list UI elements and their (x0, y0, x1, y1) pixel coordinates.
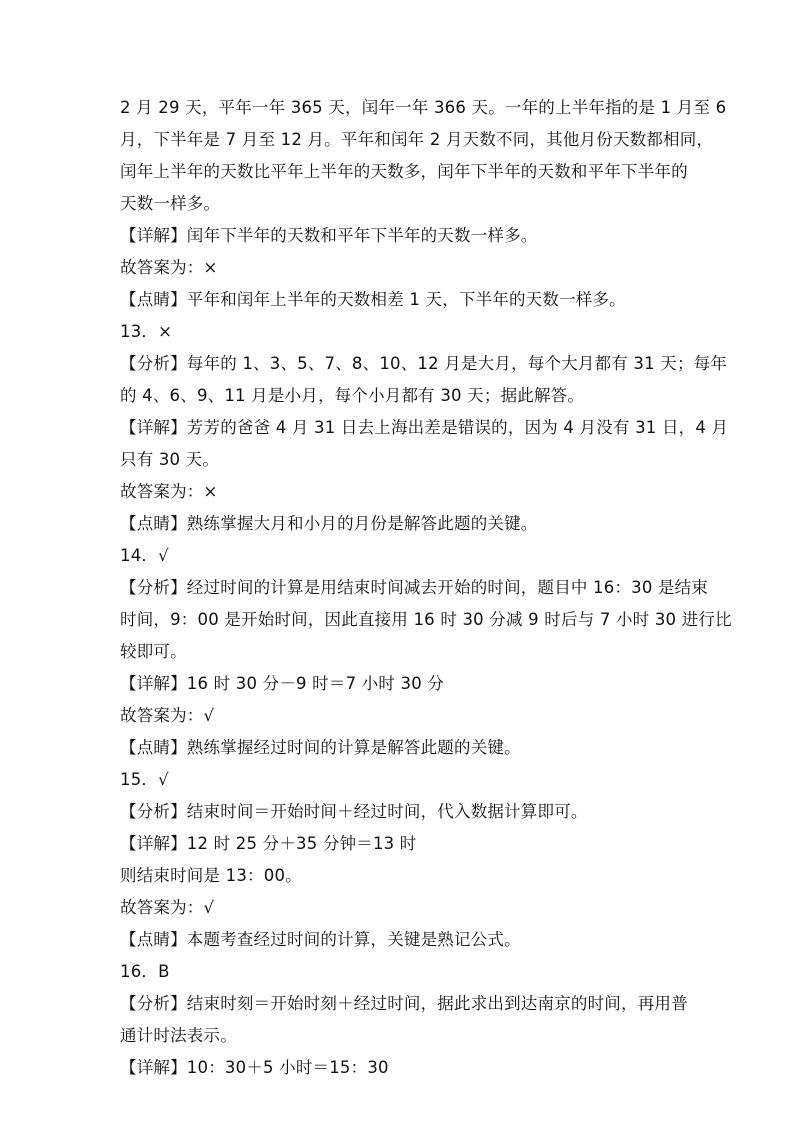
detail-line: 【详解】闰年下半年的天数和平年下半年的天数一样多。 (120, 226, 538, 245)
analysis-line: 【分析】结束时间＝开始时间＋经过时间，代入数据计算即可。 (120, 802, 588, 821)
text-line: 较即可。 (120, 642, 187, 661)
analysis-line: 【分析】经过时间的计算是用结束时间减去开始的时间，题目中 16：30 是结束 (120, 578, 709, 597)
text-line: 月，下半年是 7 月至 12 月。平年和闰年 2 月天数不同，其他月份天数都相同， (120, 130, 714, 149)
analysis-line: 【分析】每年的 1、3、5、7、8、10、12 月是大月，每个大月都有 31 天；每年 (120, 354, 728, 373)
question-number: 14．√ (120, 546, 169, 565)
text-line: 2 月 29 天，平年一年 365 天，闰年一年 366 天。一年的上半年指的是 1 月至 6 (120, 98, 727, 117)
comment-line: 【点睛】熟练掌握大月和小月的月份是解答此题的关键。 (120, 514, 538, 533)
text-line: 的 4、6、9、11 月是小月，每个小月都有 30 天；据此解答。 (120, 386, 585, 405)
answer-line: 故答案为：× (120, 482, 218, 501)
comment-line: 【点睛】熟练掌握经过时间的计算是解答此题的关键。 (120, 738, 521, 757)
question-number: 16．B (120, 962, 170, 981)
text-line: 只有 30 天。 (120, 450, 220, 469)
question-number: 13．× (120, 322, 173, 341)
text-line: 天数一样多。 (120, 194, 221, 213)
answer-line: 故答案为：× (120, 258, 218, 277)
analysis-line: 【分析】结束时刻＝开始时刻＋经过时间，据此求出到达南京的时间，再用普 (120, 994, 688, 1013)
text-line: 则结束时间是 13：00。 (120, 866, 302, 885)
answer-line: 故答案为：√ (120, 706, 215, 725)
detail-line: 【详解】10：30＋5 小时＝15：30 (120, 1058, 389, 1077)
comment-line: 【点睛】本题考查经过时间的计算，关键是熟记公式。 (120, 930, 521, 949)
text-line: 闰年上半年的天数比平年上半年的天数多，闰年下半年的天数和平年下半年的 (120, 162, 688, 181)
detail-line: 【详解】芳芳的爸爸 4 月 31 日去上海出差是错误的，因为 4 月没有 31 日，4 月 (120, 418, 729, 437)
detail-line: 【详解】16 时 30 分－9 时＝7 小时 30 分 (120, 674, 445, 693)
detail-line: 【详解】12 时 25 分＋35 分钟＝13 时 (120, 834, 417, 853)
answer-line: 故答案为：√ (120, 898, 215, 917)
question-number: 15．√ (120, 770, 169, 789)
comment-line: 【点睛】平年和闰年上半年的天数相差 1 天，下半年的天数一样多。 (120, 290, 626, 309)
text-line: 通计时法表示。 (120, 1026, 237, 1045)
text-line: 时间，9：00 是开始时间，因此直接用 16 时 30 分减 9 时后与 7 小时 30 进行比 (120, 610, 732, 629)
